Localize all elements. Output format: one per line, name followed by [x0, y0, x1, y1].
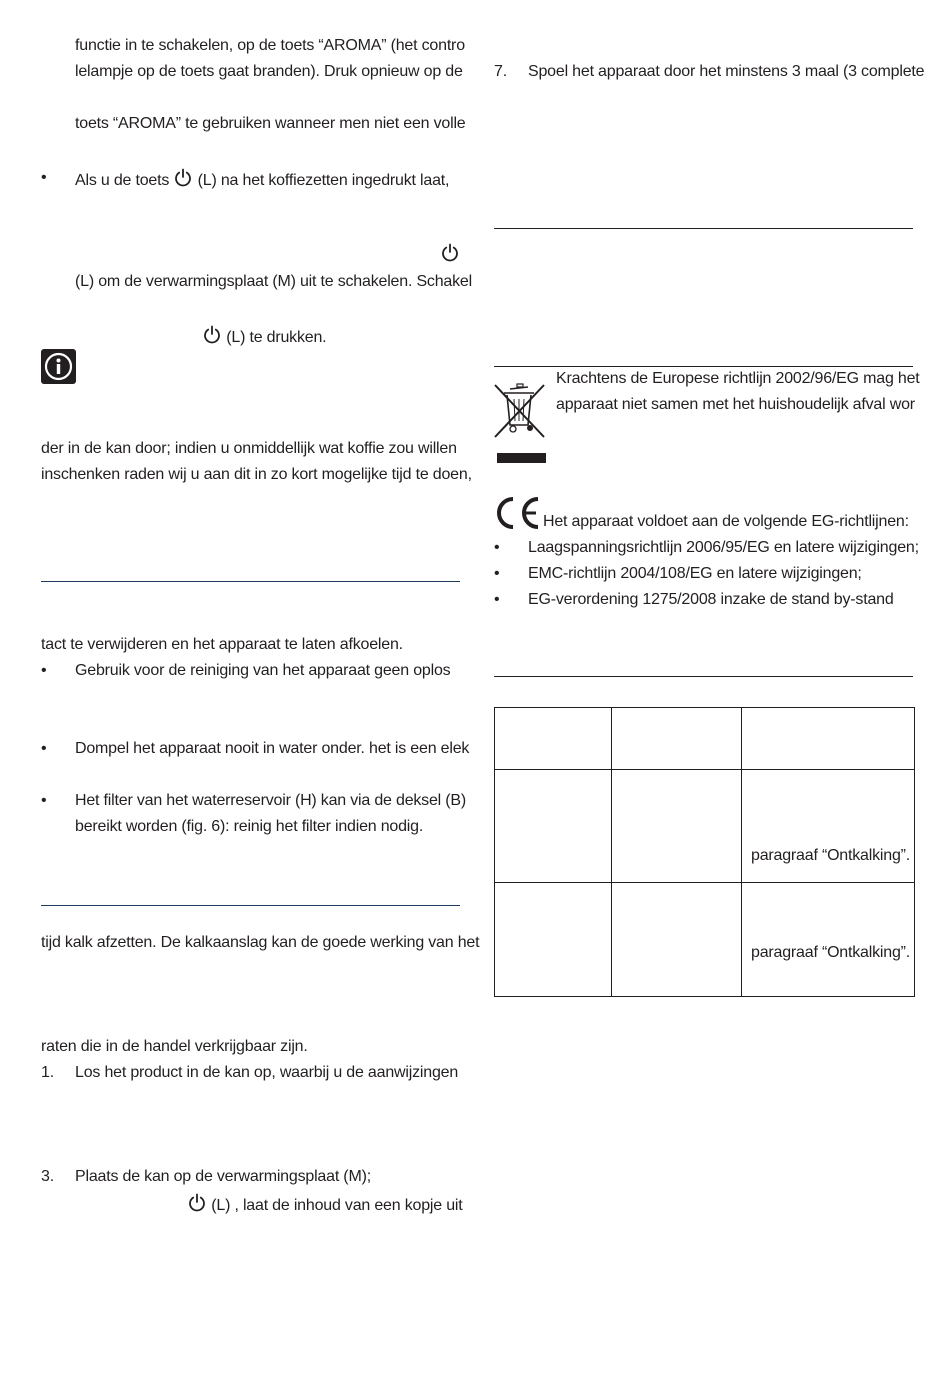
step-3-text: Plaats de kan op de verwarmingsplaat (M);: [75, 1168, 371, 1185]
table-cell-text: paragraaf “Ontkalking”.: [751, 944, 911, 961]
cool-text: tact te verwijderen en het apparaat te laten afkoelen.: [41, 636, 403, 653]
step-3-continuation: [187, 1193, 463, 1216]
water-bullet-text: Dompel het apparaat nooit in water onder. het is een elek: [75, 740, 470, 757]
directive-item: EMC-richtlijn 2004/108/EG en latere wijzigingen;: [528, 565, 862, 582]
crossed-out-bin-icon: [492, 381, 548, 465]
section-divider: [494, 228, 913, 229]
power-icon: [202, 325, 222, 345]
aroma-text-line-2: lelampje op de toets gaat branden). Druk opnieuw op de: [75, 63, 463, 80]
table-row: [495, 883, 915, 997]
step-1-number: 1.: [41, 1064, 54, 1081]
step-7-text: Spoel het apparaat door het minstens 3 maal (3 complete: [528, 63, 925, 80]
table-cell: [612, 883, 742, 997]
table-cell: [612, 770, 742, 883]
section-divider: [494, 366, 913, 367]
bullet-marker: •: [41, 662, 47, 679]
power-icon: [440, 243, 460, 263]
filter-bullet-line-1: Het filter van het waterreservoir (H) kan via de deksel (B): [75, 792, 467, 809]
bullet-marker: •: [41, 792, 47, 809]
aroma-text-line-1: functie in te schakelen, op de toets “AROMA” (het contro: [75, 37, 465, 54]
solvent-bullet-text: Gebruik voor de reiniging van het apparaat geen oplos: [75, 662, 451, 679]
step-7-number: 7.: [494, 63, 507, 80]
section-divider: [41, 581, 460, 582]
bullet-marker: •: [41, 740, 47, 757]
bullet-marker: •: [494, 539, 500, 556]
power-icon: [173, 168, 193, 188]
heater-text: (L) om de verwarmingsplaat (M) uit te schakelen. Schakel: [75, 273, 472, 290]
section-divider: [41, 905, 460, 906]
table-row: [495, 770, 915, 883]
press-text: [202, 325, 326, 348]
bullet-marker: •: [494, 565, 500, 582]
section-divider: [494, 676, 913, 677]
table-cell: [495, 708, 612, 770]
directive-item: EG-verordening 1275/2008 inzake de stand by-stand: [528, 591, 894, 608]
weee-text-line-2: apparaat niet samen met het huishoudelijk afval wor: [556, 396, 915, 413]
coffee-text-line-1: der in de kan door; indien u onmiddellijk wat koffie zou willen: [41, 440, 457, 457]
directive-item: Laagspanningsrichtlijn 2006/95/EG en latere wijzigingen;: [528, 539, 919, 556]
table-cell: [742, 770, 915, 883]
table-cell: [742, 883, 915, 997]
step-3-continuation-label: (L) , laat de inhoud van een kopje uit: [211, 1197, 463, 1214]
power-icon: [187, 1193, 207, 1213]
power-bullet-before: Als u de toets: [75, 172, 170, 189]
step-1-text: Los het product in de kan op, waarbij u de aanwijzingen: [75, 1064, 459, 1081]
table-cell: [495, 883, 612, 997]
bullet-marker: •: [494, 591, 500, 608]
table-row: [495, 708, 915, 770]
lime-text: tijd kalk afzetten. De kalkaanslag kan de goede werking van het: [41, 934, 480, 951]
ce-mark-icon: [494, 496, 542, 530]
table-cell: [742, 708, 915, 770]
info-icon: [41, 349, 76, 384]
filter-bullet-line-2: bereikt worden (fig. 6): reinig het filter indien nodig.: [75, 818, 424, 835]
troubleshooting-table: [494, 707, 915, 997]
table-cell-text: paragraaf “Ontkalking”.: [751, 847, 911, 864]
bullet-marker: •: [41, 169, 47, 186]
table-cell: [495, 770, 612, 883]
table-cell: [612, 708, 742, 770]
products-text: raten die in de handel verkrijgbaar zijn.: [41, 1038, 308, 1055]
press-text-label: (L) te drukken.: [226, 329, 327, 346]
weee-text-line-1: Krachtens de Europese richtlijn 2002/96/EG mag het: [556, 370, 920, 387]
power-bullet-after: (L) na het koffiezetten ingedrukt laat,: [197, 172, 450, 189]
coffee-text-line-2: inschenken raden wij u aan dit in zo kort mogelijke tijd te doen,: [41, 466, 472, 483]
step-3-number: 3.: [41, 1168, 54, 1185]
power-bullet-text: [75, 168, 449, 191]
ce-intro-text: Het apparaat voldoet aan de volgende EG-richtlijnen:: [543, 513, 909, 530]
aroma-text-line-3: toets “AROMA” te gebruiken wanneer men niet een volle: [75, 115, 466, 132]
